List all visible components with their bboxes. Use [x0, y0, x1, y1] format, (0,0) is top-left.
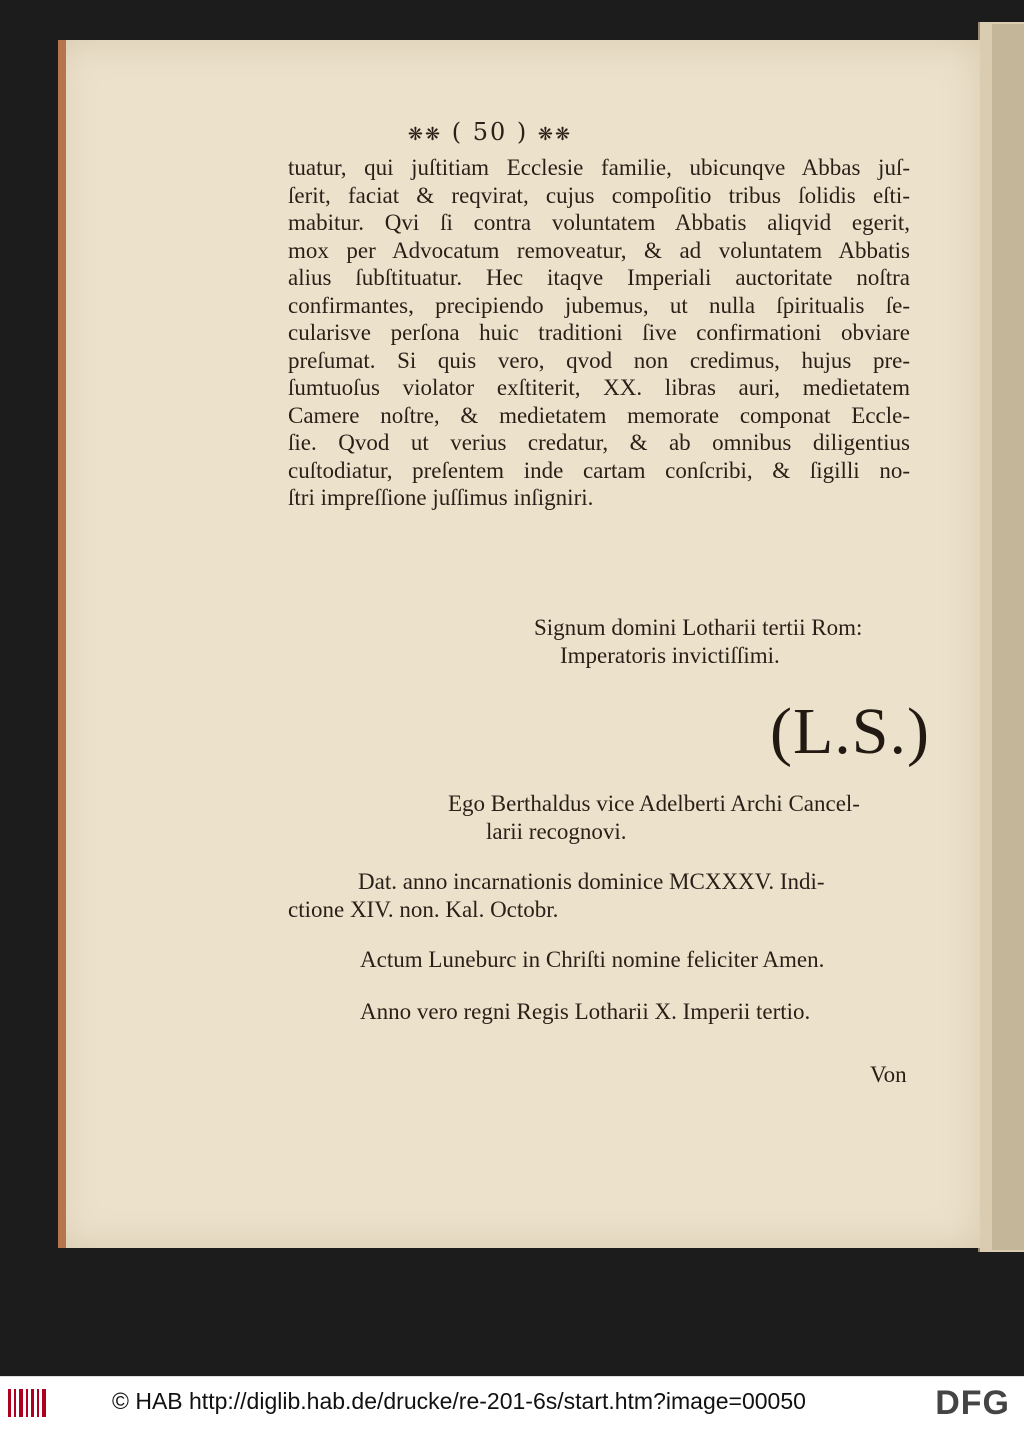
- signum-line-1: Signum domini Lotharii tertii Rom:: [534, 615, 863, 640]
- text-line: ſtri impreſſione juſſimus inſigniri.: [288, 485, 594, 510]
- viewer-footer: [0, 1376, 1024, 1429]
- text-line: tuatur, qui juſtitiam Ecclesie familie, ubicunqve Abbas juſ-: [288, 155, 910, 180]
- anno-line: Anno vero regni Regis Lotharii X. Imperii tertio.: [360, 999, 811, 1024]
- text-line: mox per Advocatum removeatur, & ad voluntatem Abbatis: [288, 237, 910, 263]
- text-line: alius ſubſtituatur. Hec itaqve Imperiali auctoritate noſtra: [288, 265, 910, 290]
- page-header: [0, 118, 980, 146]
- actum-line: Actum Luneburc in Chriſti nomine feliciter Amen.: [360, 947, 825, 972]
- barcode-icon: [8, 1389, 48, 1417]
- dfg-logo: DFG: [935, 1384, 1010, 1422]
- page-number: ( 50 ): [451, 118, 529, 146]
- page-edge-left: [58, 40, 66, 1248]
- text-line: ſumtuoſus violator exſtiterit, XX. libras auri, medietatem: [288, 375, 910, 400]
- text-line: Camere noſtre, & medietatem memorate componat Eccle-: [288, 402, 910, 428]
- text-line: ſerit, faciat & reqvirat, cujus compoſitio tribus ſolidis eſti-: [288, 182, 910, 208]
- text-line: preſumat. Si quis vero, qvod non credimus, hujus pre-: [288, 347, 910, 373]
- text-line: cuſtodiatur, preſentem inde cartam conſcribi, & ſigilli no-: [288, 457, 910, 483]
- adjacent-page-edge: [992, 24, 1024, 1250]
- source-link[interactable]: © HAB http://diglib.hab.de/drucke/re-201-6s/start.htm?image=00050: [112, 1388, 806, 1414]
- seal-mark: (L.S.): [770, 695, 930, 768]
- catchword: Von: [870, 1062, 907, 1087]
- recognition-line-2: larii recognovi.: [486, 819, 627, 844]
- text-line: ſie. Qvod ut verius credatur, & ab omnibus diligentius: [288, 430, 910, 455]
- signum-line-2: Imperatoris invictiſſimi.: [560, 643, 780, 668]
- dating-line-1: Dat. anno incarnationis dominice MCXXXV. Indi-: [358, 869, 825, 894]
- ornament-right-icon: ❋❋: [537, 124, 573, 145]
- ornament-left-icon: ❋❋: [407, 124, 443, 145]
- text-line: mabitur. Qvi ſi contra voluntatem Abbatis aliqvid egerit,: [288, 210, 910, 235]
- charter-text: [288, 154, 910, 512]
- text-line: confirmantes, precipiendo jubemus, ut nulla ſpiritualis ſe-: [288, 292, 910, 318]
- dating-line-2: ctione XIV. non. Kal. Octobr.: [288, 897, 559, 922]
- text-line: cularisve perſona huic traditioni ſive confirmationi obviare: [288, 320, 910, 345]
- recognition-line-1: Ego Berthaldus vice Adelberti Archi Cancel-: [448, 791, 860, 816]
